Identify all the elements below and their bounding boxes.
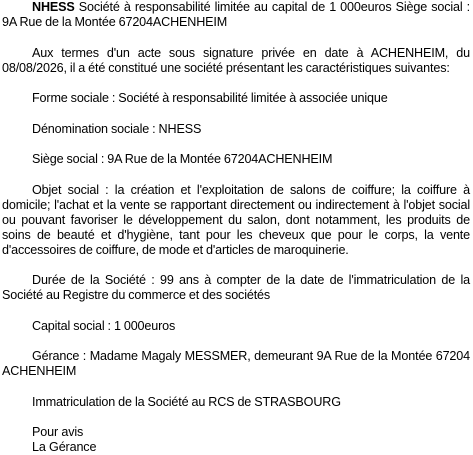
intro-paragraph (2, 0, 470, 30)
duree-societe: Durée de la Société : 99 ans à compter de la date de l'immatriculation de la Société au Registre du commerce et des sociétés (2, 273, 470, 302)
spacer (2, 106, 470, 122)
closing-la-gerance: La Gérance (32, 440, 97, 454)
siege-social: Siège social : 9A Rue de la Montée 67204ACHENHEIM (32, 152, 333, 166)
spacer (2, 303, 470, 319)
capital-social: Capital social : 1 000euros (32, 318, 176, 333)
gerance: Gérance : Madame Magaly MESSMER, demeurant 9A Rue de la Montée 67204 ACHENHEIM (2, 349, 470, 378)
immatriculation: Immatriculation de la Société au RCS de STRASBOURG (32, 394, 341, 409)
forme-sociale: Forme sociale : Société à responsabilité limitée à associée unique (32, 91, 388, 105)
closing-pour-avis: Pour avis (32, 425, 84, 439)
spacer (2, 379, 470, 395)
spacer (2, 410, 470, 426)
denomination-sociale: Dénomination sociale : NHESS (32, 121, 202, 136)
spacer (2, 167, 470, 183)
intro-text: Société à responsabilité limitée au capital de 1 000euros Siège social : 9A Rue de la Montée 67204ACHENHEIM (2, 0, 470, 29)
spacer (2, 137, 470, 153)
spacer (2, 30, 470, 46)
terms-paragraph: Aux termes d'un acte sous signature privée en date à ACHENHEIM, du 08/08/2026, il a été constitué une société présentant les caractéristiques suivantes: (2, 45, 470, 75)
spacer (2, 334, 470, 350)
company-name: NHESS (32, 0, 75, 14)
objet-social: Objet social : la création et l'exploitation de salons de coiffure; la coiffure à domicile; l'achat et la vente se rapportant directement ou indirectement à l'objet social ou pouvant favoriser le développement du salon, dont notamment, les produits de soins de beauté et d'hygiène, tant pour les cheveux que pour le corps, la vente d'accessoires de coiffure, de mode et d'articles de maroquinerie. (2, 182, 470, 257)
spacer (2, 76, 470, 92)
spacer (2, 258, 470, 274)
